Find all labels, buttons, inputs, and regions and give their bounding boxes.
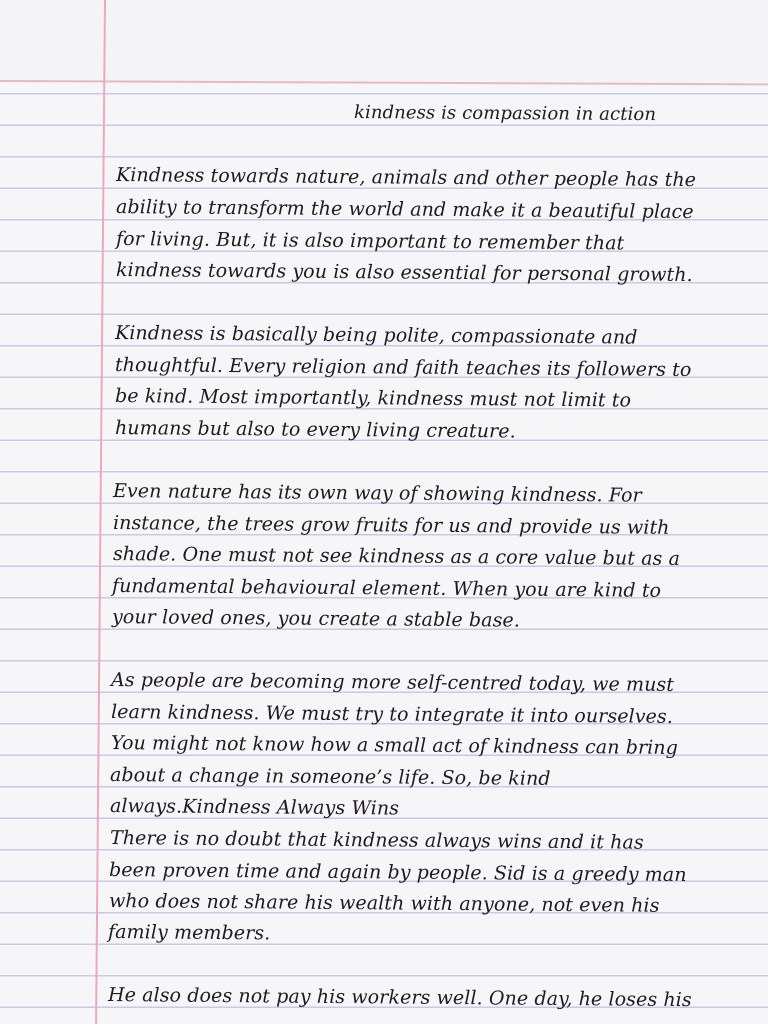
text-line: Kindness is basically being polite, compassionate and bbox=[114, 322, 638, 349]
text-line: about a change in someone’s life. So, be kind bbox=[109, 764, 551, 790]
text-line: for living. But, it is also important to remember that bbox=[115, 228, 625, 255]
text-line: There is no doubt that kindness always wins and it has bbox=[109, 827, 644, 854]
text-line: be kind. Most importantly, kindness must not limit to bbox=[114, 385, 632, 412]
text-line: humans but also to every living creature. bbox=[114, 417, 516, 443]
text-line: who does not share his wealth with anyone, not even his bbox=[108, 890, 660, 917]
text-line: Even nature has its own way of showing kindness. For bbox=[112, 480, 642, 507]
text-line: learn kindness. We must try to integrate it into ourselves. bbox=[110, 701, 674, 728]
text-line: As people are becoming more self-centred today, we must bbox=[110, 669, 675, 696]
text-line: family members. bbox=[107, 921, 271, 945]
text-line: Kindness towards nature, animals and other people has the bbox=[115, 164, 697, 192]
text-line: always.Kindness Always Wins bbox=[109, 795, 400, 820]
text-line: You might not know how a small act of kindness can bring bbox=[110, 732, 679, 759]
text-line: ability to transform the world and make it a beautiful place bbox=[115, 196, 694, 224]
text-line: thoughtful. Every religion and faith teaches its followers to bbox=[114, 354, 692, 382]
text-line: shade. One must not see kindness as a core value but as a bbox=[112, 543, 681, 570]
text-line: He also does not pay his workers well. One day, he loses his bbox=[107, 984, 692, 1012]
page-title: kindness is compassion in action bbox=[353, 102, 657, 126]
text-line: been proven time and again by people. Sid is a greedy man bbox=[108, 859, 687, 887]
text-line: instance, the trees grow fruits for us and provide us with bbox=[112, 512, 670, 539]
text-line: kindness towards you is also essential for personal growth. bbox=[115, 259, 693, 287]
text-line: fundamental behavioural element. When you are kind to bbox=[111, 575, 662, 602]
text-line: your loved ones, you create a stable base. bbox=[111, 606, 521, 632]
